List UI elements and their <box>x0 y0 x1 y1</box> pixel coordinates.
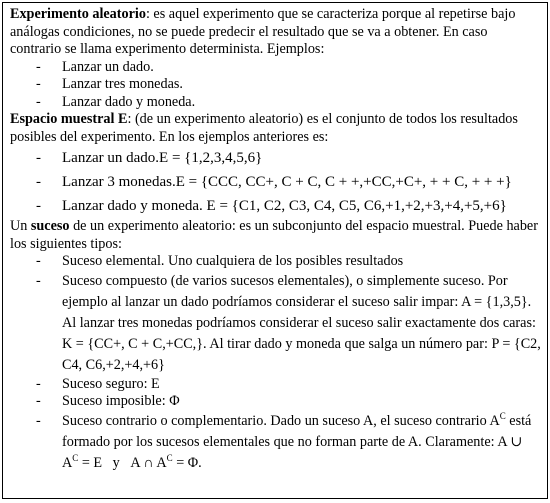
list-item-text: Lanzar un dado. <box>62 58 154 75</box>
event-types-list <box>10 253 541 474</box>
list-item <box>10 146 541 170</box>
formula: = E <box>78 454 103 471</box>
dash-bullet: - <box>36 58 41 75</box>
list-item-text: Lanzar dado y moneda. <box>62 198 203 214</box>
superscript: C <box>72 452 79 463</box>
event-paragraph <box>10 218 541 253</box>
dash-bullet: - <box>36 93 41 110</box>
random-experiment-definition: : es aquel experimento que se caracteriza porque al repetirse bajo análogas condiciones, no se puede predecir el resultado que se va a obtener. En caso contrario se llama experimento determinista. Ejemplos: <box>10 6 516 57</box>
dash-bullet: - <box>36 174 41 190</box>
experiment-examples-list <box>10 59 541 112</box>
list-item-text: Lanzar dado y moneda. <box>62 93 196 110</box>
list-item <box>10 411 541 474</box>
dash-bullet: - <box>36 253 41 269</box>
conjunction: y <box>112 454 120 471</box>
formula: E = {CCC, CC+, C + C, C + +,+CC,+C+, + + C, + + +} <box>175 174 512 190</box>
term-sample-space: Espacio muestral E <box>10 111 128 127</box>
dash-bullet: - <box>36 375 41 392</box>
dash-bullet: - <box>36 198 41 214</box>
formula: A ∩ A <box>130 454 167 471</box>
formula: P = {C2, C4, C6,+2,+4,+6} <box>62 335 541 373</box>
list-item-text: está formado por los sucesos elementales que no forman parte de A. Claramente: <box>62 412 532 450</box>
superscript: C <box>166 452 173 463</box>
list-item <box>10 393 541 411</box>
list-item-text: Suceso imposible: Φ <box>62 393 180 409</box>
list-item <box>10 376 541 394</box>
list-item <box>10 94 541 112</box>
list-item-text: Suceso elemental. Uno cualquiera de los posibles resultados <box>62 253 404 269</box>
list-item <box>10 253 541 271</box>
list-item-text: . Al tirar dado y moneda que salga un número par: <box>203 335 488 352</box>
list-item-text: Suceso compuesto (de varios sucesos elementales), o simplemente suceso. Por ejemplo al lanzar un dado podríamos considerar el suceso salir impar: <box>62 272 508 310</box>
dash-bullet: - <box>36 393 41 409</box>
list-item-text: Lanzar 3 monedas. <box>62 174 176 190</box>
formula: E = {C1, C2, C3, C4, C5, C6,+1,+2,+3,+4,+5,+6} <box>206 198 507 214</box>
term-event: suceso <box>30 218 70 234</box>
event-prefix: Un <box>10 218 31 234</box>
formula: K = {CC+, C + C,+CC,} <box>62 335 204 352</box>
list-item <box>10 59 541 77</box>
document-page <box>2 2 548 499</box>
sample-space-examples-list <box>10 146 541 218</box>
list-item <box>10 170 541 194</box>
list-item-text: Lanzar tres monedas. <box>62 76 183 92</box>
list-item <box>10 271 541 376</box>
dash-bullet: - <box>36 150 41 166</box>
formula: A ∪ A <box>62 433 523 471</box>
sample-space-definition: : (de un experimento aleatorio) es el conjunto de todos los resultados posibles del experimento. En los ejemplos anteriores es: <box>10 111 518 145</box>
list-item <box>10 76 541 94</box>
list-item-text: . Al lanzar tres monedas podríamos considerar el suceso salir exactamente dos caras: <box>62 293 536 331</box>
formula: = Φ <box>172 454 199 471</box>
random-experiment-paragraph <box>10 6 541 59</box>
event-definition: de un experimento aleatorio: es un subconjunto del espacio muestral. Puede haber los siguientes tipos: <box>10 218 538 252</box>
list-item-text: Suceso contrario o complementario. Dado un suceso A, el suceso contrario A <box>62 412 500 429</box>
dash-bullet: - <box>36 76 41 92</box>
dash-bullet: - <box>36 272 41 289</box>
list-item-text: Suceso seguro: E <box>62 375 160 392</box>
list-item-text: Lanzar un dado. <box>62 150 160 166</box>
superscript: C <box>499 410 506 421</box>
list-item <box>10 194 541 218</box>
period: . <box>198 454 202 471</box>
dash-bullet: - <box>36 412 41 429</box>
formula: E = {1,2,3,4,5,6} <box>159 150 263 166</box>
term-random-experiment: Experimento aleatorio <box>10 6 146 22</box>
sample-space-paragraph <box>10 111 541 146</box>
formula: A = {1,3,5} <box>461 293 528 310</box>
